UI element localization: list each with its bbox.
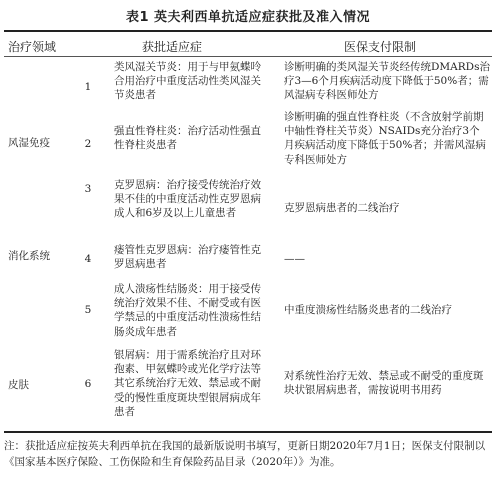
row-3-number: 3 bbox=[84, 182, 92, 195]
row-4-indication: 瘘管性克罗恩病：治疗瘘管性克罗恩病患者 bbox=[114, 244, 261, 271]
domain-rheumatology: 风湿免疫 bbox=[8, 136, 50, 149]
table-top-rule bbox=[4, 30, 492, 32]
row-3-indication: 克罗恩病：治疗接受传统治疗效果不佳的中重度活动性克罗恩病成人和6岁及以上儿童患者 bbox=[114, 179, 261, 220]
row-2-restriction: 诊断明确的强直性脊柱炎（不含放射学前期中轴性脊柱关节炎）NSAIDs充分治疗3个月疾病活动度下降低于50%者；并需风湿病专科医师处方 bbox=[284, 111, 486, 166]
row-3-restriction: 克罗恩病患者的二线治疗 bbox=[284, 201, 400, 214]
row-1-restriction: 诊断明确的类风湿关节炎经传统DMARDs治疗3—6个月疾病活动度下降低于50%者；需风湿病专科医师处方 bbox=[284, 61, 490, 102]
header-rule bbox=[4, 56, 492, 57]
row-6-indication: 银屑病：用于需系统治疗且对环孢素、甲氨蝶呤或光化学疗法等其它系统治疗无效、禁忌或不耐受的慢性重度斑块型银屑病成年患者 bbox=[114, 349, 261, 418]
row-4-restriction: —— bbox=[284, 252, 305, 265]
row-5-number: 5 bbox=[84, 303, 92, 316]
table-footnote: 注：获批适应症按英夫利西单抗在我国的最新版说明书填写，更新日期2020年7月1日；医保支付限制以《国家基本医疗保险、工伤保险和生育保险药品目录（2020年）》为准。 bbox=[4, 440, 486, 468]
row-5-restriction: 中重度溃疡性结肠炎患者的二线治疗 bbox=[284, 303, 452, 316]
header-domain: 治疗领域 bbox=[8, 40, 57, 54]
row-5-indication: 成人溃疡性结肠炎：用于接受传统治疗效果不佳、不耐受或有医学禁忌的中重度活动性溃疡性结肠炎成年患者 bbox=[114, 283, 261, 338]
row-1-number: 1 bbox=[84, 80, 92, 93]
row-6-number: 6 bbox=[84, 377, 92, 390]
table-title: 表1 英夫利西单抗适应症获批及准入情况 bbox=[125, 10, 371, 25]
row-4-number: 4 bbox=[84, 252, 92, 265]
header-restriction: 医保支付限制 bbox=[344, 40, 417, 54]
domain-skin: 皮肤 bbox=[8, 378, 29, 391]
row-2-indication: 强直性脊柱炎：治疗活动性强直性脊柱炎患者 bbox=[114, 125, 261, 152]
row-1-indication: 类风湿关节炎：用于与甲氨蝶呤合用治疗中重度活动性类风湿关节炎患者 bbox=[114, 61, 261, 102]
row-6-restriction: 对系统性治疗无效、禁忌或不耐受的重度斑块状银屑病患者，需按说明书用药 bbox=[284, 369, 484, 396]
domain-digestive: 消化系统 bbox=[8, 249, 50, 262]
row-2-number: 2 bbox=[84, 137, 92, 150]
table-bottom-rule bbox=[4, 431, 492, 433]
header-indication: 获批适应症 bbox=[142, 40, 203, 54]
